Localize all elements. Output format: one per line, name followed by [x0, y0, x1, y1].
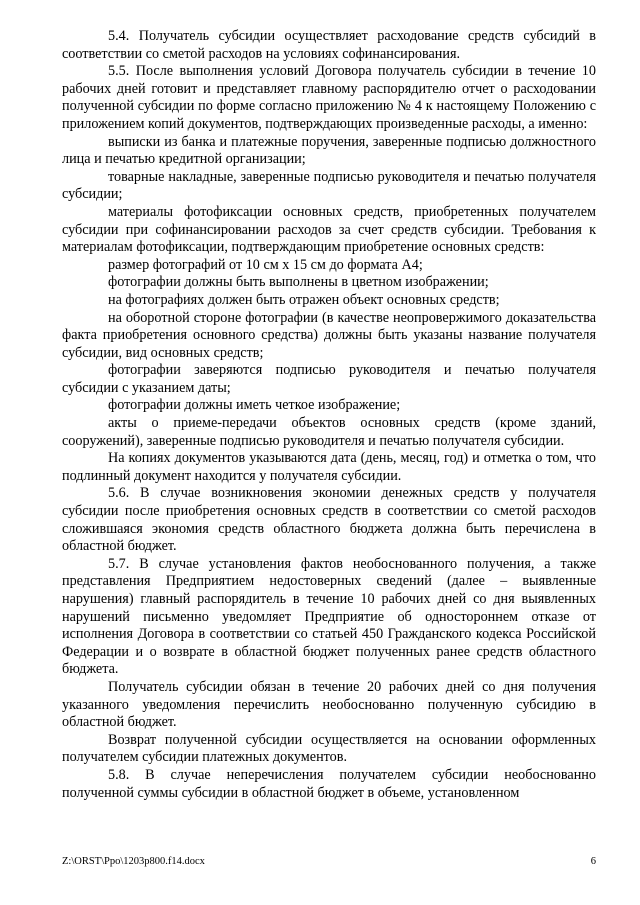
photo-requirement-clarity: фотографии должны иметь четкое изображение;: [108, 397, 401, 414]
page-footer: [62, 855, 596, 871]
photo-requirement-certification: фотографии заверяются подписью руководителя и печатью получателя субсидии с указанием даты;: [62, 362, 596, 396]
paragraph-5-5: 5.5. После выполнения условий Договора получатель субсидии в течение 10 рабочих дней готовит и представляет главному распорядителю отчет о расходовании полученной субсидии по форме согласно приложению № 4 к настоящему Положению с приложением копий документов, подтверждающих произведенные расходы, а именно:: [62, 63, 596, 132]
photo-requirement-size: размер фотографий от 10 см х 15 см до формата А4;: [108, 256, 423, 273]
footer-file-path: Z:\ORST\Ppo\1203p800.f14.docx: [62, 856, 205, 867]
paragraph-5-8: 5.8. В случае неперечисления получателем субсидии необоснованно полученной суммы субсидии в областной бюджет в объеме, установленном: [62, 766, 596, 801]
paragraph-refund-basis: Возврат полученной субсидии осуществляется на основании оформленных получателем субсидии платежных документов.: [62, 731, 596, 766]
list-item-invoices: товарные накладные, заверенные подписью руководителя и печатью получателя субсидии;: [62, 168, 596, 203]
paragraph-5-6: 5.6. В случае возникновения экономии денежных средств у получателя субсидии после приобретения основных средств в соответствии со сметой расходов сложившаяся экономия средств областного бюджета должна быть перечислена в областной бюджет.: [62, 485, 596, 555]
page-number: 6: [590, 856, 596, 867]
photo-requirement-reverse-side: на оборотной стороне фотографии (в качестве неопровержимого доказательства факта приобретения основного средства) должны быть указаны название получателя субсидии, вид основных средств;: [62, 309, 596, 361]
document-body: [62, 28, 596, 802]
paragraph-5-7: 5.7. В случае установления фактов необоснованного получения, а также представления Предприятием недостоверных сведений (далее – выявленные нарушения) главный распорядитель в течение 10 рабочих дней со дня выявленных нарушений письменно уведомляет Предприятие об одностороннем отказе от исполнения Договора в соответствии со статьей 450 Гражданского кодекса Российской Федерации и о возврате в областной бюджет полученных ранее средств областного бюджета.: [62, 555, 596, 678]
list-item-bank-statements: выписки из банка и платежные поручения, заверенные подписью должностного лица и печатью кредитной организации;: [62, 133, 596, 168]
paragraph-5-4: 5.4. Получатель субсидии осуществляет расходование средств субсидий в соответствии со сметой расходов на условиях софинансирования.: [62, 28, 596, 62]
paragraph-copies-marking: На копиях документов указываются дата (день, месяц, год) и отметка о том, что подлинный документ находится у получателя субсидии.: [62, 450, 596, 484]
list-item-acceptance-acts: акты о приеме-передачи объектов основных средств (кроме зданий, сооружений), заверенные подписью руководителя и печатью получателя субсидии.: [62, 415, 596, 449]
paragraph-refund-obligation: Получатель субсидии обязан в течение 20 рабочих дней со дня получения указанного уведомления перечислить необоснованно полученную субсидию в областной бюджет.: [62, 678, 596, 731]
list-item-photo-materials: материалы фотофиксации основных средств, приобретенных получателем субсидии при софинансировании расходов за счет средств субсидии. Требования к материалам фотофиксации, подтверждающим приобретение основных средств:: [62, 203, 596, 256]
photo-requirement-object: на фотографиях должен быть отражен объект основных средств;: [108, 291, 500, 308]
photo-requirement-color: фотографии должны быть выполнены в цветном изображении;: [108, 274, 489, 291]
